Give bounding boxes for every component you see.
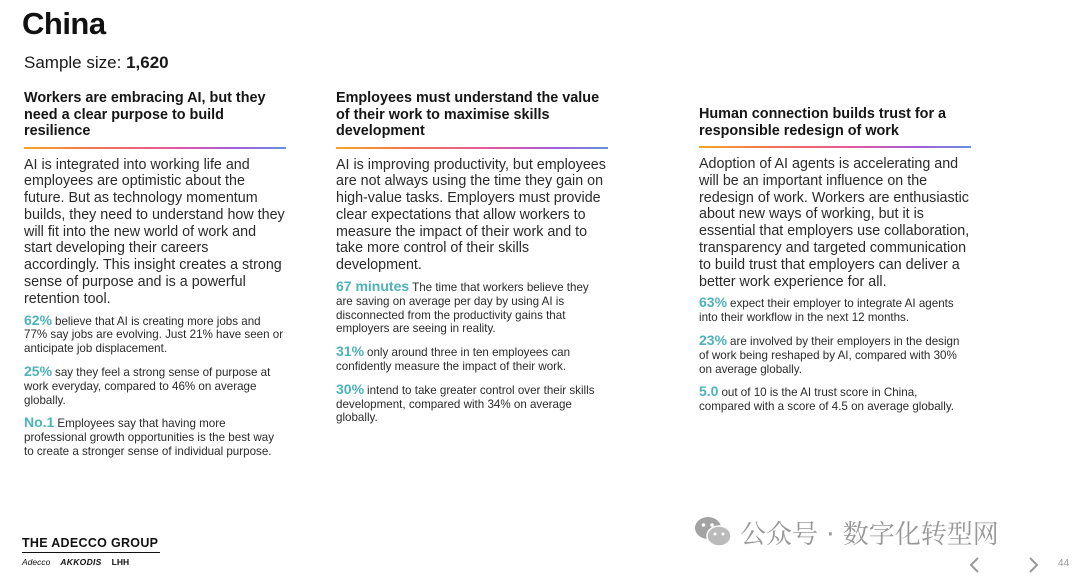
stat-text: Employees say that having more professional growth opportunities is the best way to create a stronger sense of individual purpose. [24,417,275,459]
column-value [336,90,608,434]
stat-highlight: 63% [699,294,728,311]
column-body: AI is improving productivity, but employees are not always using the time they gain on high-value tasks. Employers must provide clear expectations that allow workers to measure the impact of their work and to take more control of their skills development. [336,156,606,274]
column-body: AI is integrated into working life and employees are optimistic about the future. But as technology momentum builds, they need to understand how they will fit into the new world of work and start developing their careers accordingly. This insight creates a strong sense of purpose and is a powerful retention tool. [24,156,285,307]
column-heading: Human connection builds trust for a responsible redesign of work [699,106,947,139]
stat-text: intend to take greater control over their skills development, compared with 34% on average globally. [336,383,595,425]
stat-item [336,380,608,425]
wechat-watermark [694,514,999,550]
watermark-text: 公众号 · 数字化转型网 [740,519,999,550]
column-heading: Workers are embracing AI, but they need a clear purpose to build resilience [24,90,266,139]
stat-text: out of 10 is the AI trust score in China, compared with a score of 4.5 on average globally. [699,386,954,414]
page-number: 44 [1058,558,1070,569]
stat-text: The time that workers believe they are saving on average per day by using AI is disconnected from the productivity gains that employers are seeing in reality. [336,281,589,336]
column-body: Adoption of AI agents is accelerating and will be an important influence on the redesign of work. Workers are enthusiastic about new ways of working, but it is essential that employers use collaboration, transparency and targeted communication to build trust that employers can deliver a better work experience for all. [699,156,970,290]
column-purpose [24,90,286,468]
wechat-icon [694,515,732,549]
chevron-right-icon[interactable] [1024,555,1042,575]
stat-item [336,345,608,374]
page-title: China [22,6,106,41]
stat-highlight: No.1 [24,414,55,431]
stat-highlight: 62% [24,311,53,328]
sample-size-label: Sample size: [24,53,122,72]
stat-item [699,385,971,414]
stat-highlight: 67 minutes [336,278,410,295]
logo-brands [22,557,160,567]
column-trust [699,106,971,423]
stat-text: only around three in ten employees can confidently measure the impact of their work. [336,346,571,374]
stat-item [336,280,608,336]
chevron-left-icon[interactable] [966,555,984,575]
brand-lhh: LHH [111,557,130,567]
gradient-divider [24,147,286,149]
gradient-divider [699,146,971,148]
column-heading: Employees must understand the value of their work to maximise skills development [336,90,600,139]
adecco-group-logo [22,536,160,567]
stat-text: expect their employer to integrate AI agents into their workflow in the next 12 months. [699,297,954,325]
stat-item [699,296,971,325]
stat-text: are involved by their employers in the design of work being reshaped by AI, compared with 30% on average globally. [699,334,960,376]
gradient-divider [336,147,608,149]
logo-name: THE ADECCO GROUP [22,536,160,553]
brand-adecco: Adecco [22,557,51,567]
stat-highlight: 30% [336,380,365,397]
stat-item [24,311,286,356]
stat-highlight: 31% [336,343,365,360]
stat-text: say they feel a strong sense of purpose at work everyday, compared to 46% on average globally. [24,366,271,407]
stat-text: believe that AI is creating more jobs and 77% say jobs are evolving. Just 21% have seen or anticipate job displacement. [24,314,284,356]
brand-akkodis: AKKODIS [60,557,102,567]
sample-size-value: 1,620 [126,53,169,72]
stat-highlight: 23% [699,331,728,348]
sample-size [24,53,169,73]
stat-item [699,331,971,376]
stat-highlight: 5.0 [699,383,719,400]
stat-item [24,416,286,458]
stat-item [24,365,286,407]
stat-highlight: 25% [24,363,53,380]
